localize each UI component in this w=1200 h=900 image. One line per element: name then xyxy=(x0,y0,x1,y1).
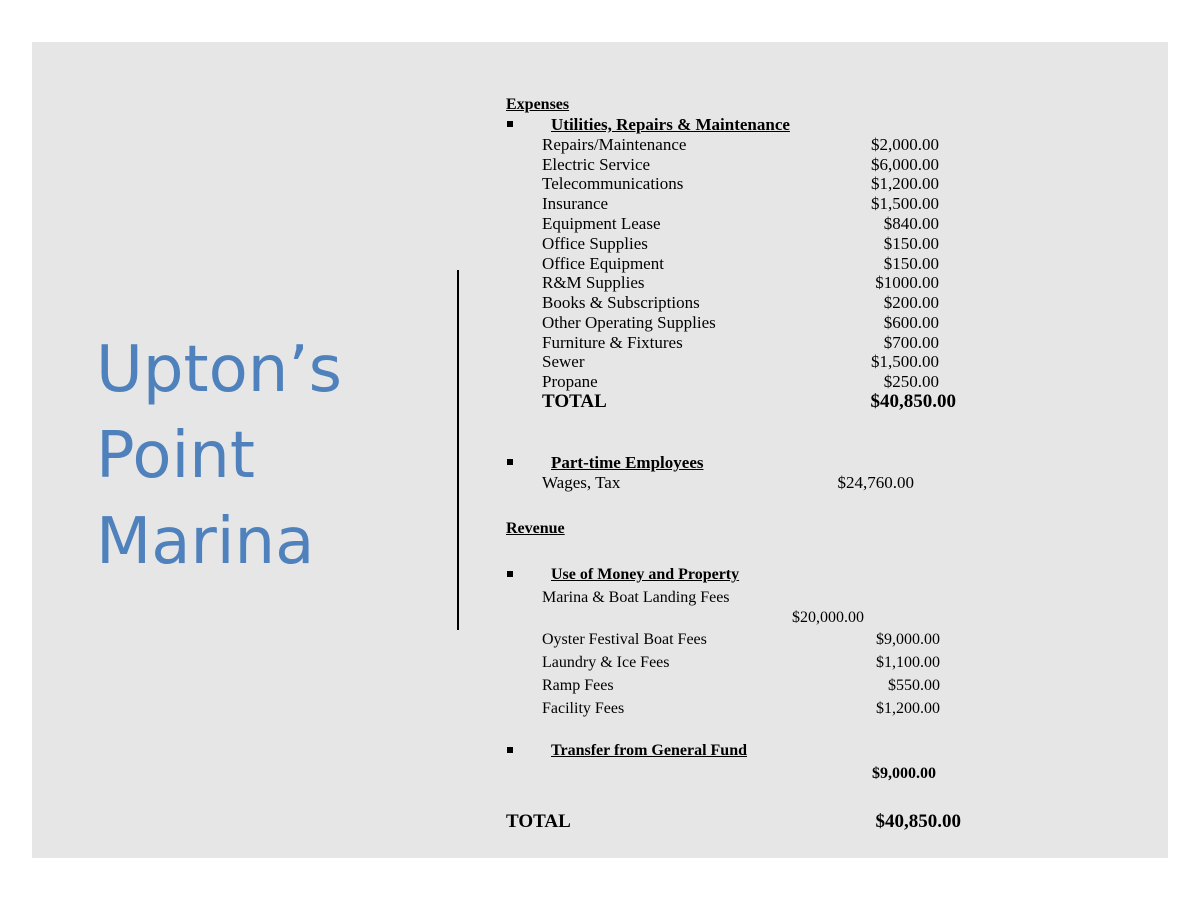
revenue-heading: Revenue xyxy=(506,520,565,537)
money-property-heading: Use of Money and Property xyxy=(551,566,740,583)
expense-label: Electric Service xyxy=(542,155,651,174)
wages-amount: $24,760.00 xyxy=(837,473,914,492)
part-time-heading: Part-time Employees xyxy=(551,453,704,472)
expenses-heading: Expenses xyxy=(506,96,570,113)
expense-label: R&M Supplies xyxy=(542,273,645,292)
expense-label: Books & Subscriptions xyxy=(542,293,700,312)
bullet-icon xyxy=(507,459,513,465)
bullet-icon xyxy=(507,747,513,753)
expense-amount: $1,200.00 xyxy=(871,174,939,193)
title-line: Upton’s xyxy=(96,333,342,407)
transfer-heading: Transfer from General Fund xyxy=(551,742,747,759)
revenue-amount: $9,000.00 xyxy=(876,631,940,648)
wages-label: Wages, Tax xyxy=(542,473,621,492)
expense-amount: $600.00 xyxy=(883,313,939,332)
revenue-amount: $1,200.00 xyxy=(876,700,940,717)
expense-label: Repairs/Maintenance xyxy=(542,135,687,154)
expense-amount: $840.00 xyxy=(883,214,939,233)
utilities-total-label: TOTAL xyxy=(542,391,607,412)
bullet-icon xyxy=(507,571,513,577)
expense-amount: $1,500.00 xyxy=(871,194,939,213)
revenue-label: Marina & Boat Landing Fees xyxy=(542,589,730,606)
bullet-icon xyxy=(507,121,513,127)
expense-label: Other Operating Supplies xyxy=(542,313,716,332)
expense-label: Sewer xyxy=(542,352,585,371)
revenue-label: Laundry & Ice Fees xyxy=(542,654,670,671)
grand-total-label: TOTAL xyxy=(506,811,571,832)
expense-amount: $1000.00 xyxy=(875,273,939,292)
expense-label: Telecommunications xyxy=(542,174,684,193)
revenue-label: Ramp Fees xyxy=(542,677,614,694)
expense-label: Office Equipment xyxy=(542,254,664,273)
expense-label: Furniture & Fixtures xyxy=(542,333,683,352)
transfer-amount: $9,000.00 xyxy=(872,765,936,782)
grand-total-amount: $40,850.00 xyxy=(875,811,961,832)
vertical-divider xyxy=(457,270,459,630)
utilities-total-amount: $40,850.00 xyxy=(870,391,956,412)
expense-amount: $200.00 xyxy=(883,293,939,312)
expense-amount: $150.00 xyxy=(883,254,939,273)
expense-amount: $700.00 xyxy=(883,333,939,352)
expense-label: Equipment Lease xyxy=(542,214,661,233)
title-line: Marina xyxy=(96,505,315,579)
expense-label: Insurance xyxy=(542,194,609,213)
expense-label: Office Supplies xyxy=(542,234,648,253)
expense-amount: $6,000.00 xyxy=(871,155,939,174)
expense-label: Propane xyxy=(542,372,598,391)
slide-title xyxy=(96,327,396,585)
revenue-label: Oyster Festival Boat Fees xyxy=(542,631,707,648)
revenue-amount: $1,100.00 xyxy=(876,654,940,671)
expense-amount: $2,000.00 xyxy=(871,135,939,154)
revenue-amount: $20,000.00 xyxy=(792,609,864,626)
revenue-amount: $550.00 xyxy=(888,677,940,694)
title-line: Point xyxy=(96,419,255,493)
expense-amount: $150.00 xyxy=(883,234,939,253)
utilities-heading: Utilities, Repairs & Maintenance xyxy=(551,115,790,134)
revenue-label: Facility Fees xyxy=(542,700,625,717)
expense-amount: $250.00 xyxy=(883,372,939,391)
expense-amount: $1,500.00 xyxy=(871,352,939,371)
